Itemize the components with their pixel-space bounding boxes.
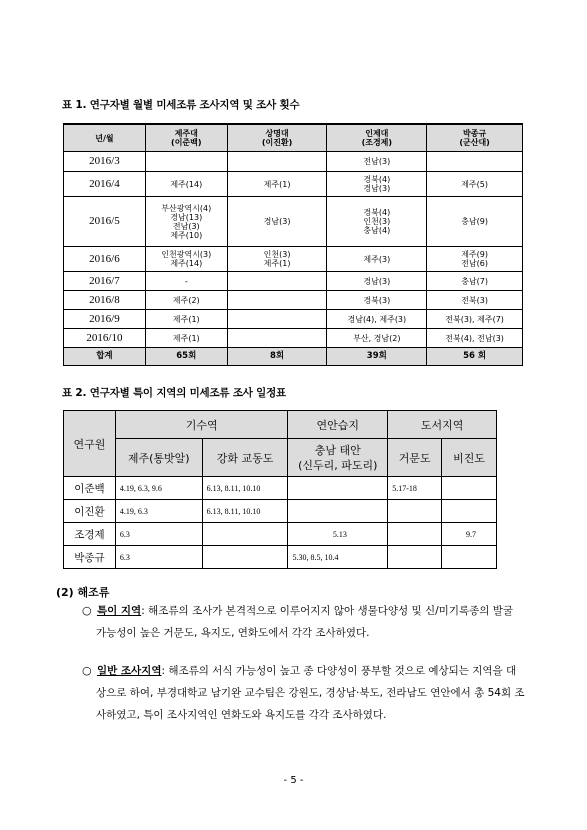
table1-month-cell: 2016/3: [64, 152, 146, 172]
table2-cell: 4.19, 6.3, 9.6: [115, 477, 202, 500]
table1-header-cell: 제주대 (이준백): [145, 124, 227, 152]
table1-cell: 경남(4), 제주(3): [327, 310, 427, 329]
table2-cell: 6.3: [115, 546, 202, 569]
table1-cell: 경북(4) 인천(3) 충남(4): [327, 197, 427, 247]
table2-sub-header-row: [64, 439, 497, 477]
table2-cell: 6.3: [115, 523, 202, 546]
table1-header-cell: 박종규 (군산대): [427, 124, 523, 152]
table1-cell: [227, 310, 327, 329]
table1-cell: 제주(3): [327, 247, 427, 272]
table1-header-cell: 상명대 (이진환): [227, 124, 327, 152]
table2-cell: [388, 523, 442, 546]
table1-cell: 제주(9) 전남(6): [427, 247, 523, 272]
table2-researcher-cell: 이준백: [64, 477, 116, 500]
label-special-area: 특이 지역: [96, 605, 142, 617]
paragraph-general-area: [82, 660, 526, 726]
table1-cell: 경북(4) 경남(3): [327, 172, 427, 197]
table1-cell: 전북(4), 전남(3): [427, 329, 523, 348]
table2-cell: [442, 546, 497, 569]
table2-cell: [388, 546, 442, 569]
table2-group-header: 도서지역: [388, 411, 497, 439]
table2-cell: [288, 477, 388, 500]
table2-sub-header: 비진도: [442, 439, 497, 477]
table2-row: [64, 546, 497, 569]
table1-total-cell: 8회: [227, 348, 327, 366]
table1-cell: 경북(3): [327, 291, 427, 310]
table1-header-cell: 인제대 (조경제): [327, 124, 427, 152]
table1-row: [64, 310, 523, 329]
table2-researcher-cell: 박종규: [64, 546, 116, 569]
table2-group-header: 연안습지: [288, 411, 388, 439]
bullet-circle-icon: ○: [82, 664, 92, 677]
table1-cell: [227, 152, 327, 172]
table2: [63, 410, 497, 569]
table1-cell: 인천광역시(3) 제주(14): [145, 247, 227, 272]
table1-cell: 전북(3): [427, 291, 523, 310]
table1-cell: 제주(2): [145, 291, 227, 310]
table2-cell: [442, 477, 497, 500]
table1-row: [64, 152, 523, 172]
table1-cell: 제주(1): [145, 329, 227, 348]
table1-total-cell: 합계: [64, 348, 146, 366]
table1-cell: 제주(5): [427, 172, 523, 197]
table2-cell: 9.7: [442, 523, 497, 546]
table1-cell: [227, 329, 327, 348]
table1-cell: 부산, 경남(2): [327, 329, 427, 348]
table1-caption: 표 1. 연구자별 월별 미세조류 조사지역 및 조사 횟수: [62, 99, 300, 111]
text-general-area: : 해조류의 서식 가능성이 높고 종 다양성이 풍부할 것으로 예상되는 지역을 대상으로 하여, 부경대학교 남기완 교수팀은 강원도, 경상남·북도, 전라남도 연안에서 총 54회 조사하였고, 특이 조사지역인 연화도와 욕지도를 각각 조사하였다.: [96, 665, 525, 721]
table1-cell: [227, 272, 327, 291]
table1-month-cell: 2016/4: [64, 172, 146, 197]
paragraph-special-area: [82, 600, 526, 644]
table2-row: [64, 477, 497, 500]
table2-researcher-cell: 이진환: [64, 500, 116, 523]
table2-row: [64, 500, 497, 523]
table2-group-header-row: [64, 411, 497, 439]
table1-month-cell: 2016/8: [64, 291, 146, 310]
bullet-circle-icon: ○: [82, 604, 92, 617]
table1-cell: -: [145, 272, 227, 291]
table1-cell: 전남(3): [327, 152, 427, 172]
table1-row: [64, 329, 523, 348]
table1-cell: 인천(3) 제주(1): [227, 247, 327, 272]
table1-row: [64, 291, 523, 310]
table1-cell: 제주(14): [145, 172, 227, 197]
table1-month-cell: 2016/9: [64, 310, 146, 329]
table2-cell: 5.17-18: [388, 477, 442, 500]
table2-group-header: 기수역: [115, 411, 288, 439]
table2-cell: [442, 500, 497, 523]
table1-cell: 충남(9): [427, 197, 523, 247]
table2-cell: 4.19, 6.3: [115, 500, 202, 523]
section-title: (2) 해조류: [56, 586, 110, 599]
table2-cell: 6.13, 8.11, 10.10: [202, 477, 288, 500]
table1-cell: [145, 152, 227, 172]
table2-caption: 표 2. 연구자별 특이 지역의 미세조류 조사 일정표: [62, 387, 286, 399]
table2-researcher-header: 연구원: [64, 411, 116, 477]
table2-cell: 5.13: [288, 523, 388, 546]
table1-row: [64, 197, 523, 247]
table1-total-row: [64, 348, 523, 366]
text-special-area: : 해조류의 조사가 본격적으로 이루어지지 않아 생물다양성 및 신/미기록종의 발굴 가능성이 높은 거문도, 욕지도, 연화도에서 각각 조사하였다.: [96, 605, 514, 639]
table2-sub-header: 제주(통밧알): [115, 439, 202, 477]
table1-month-cell: 2016/7: [64, 272, 146, 291]
table2-cell: [202, 523, 288, 546]
table1-header-row: [64, 124, 523, 152]
table2-sub-header: 강화 교동도: [202, 439, 288, 477]
table2-cell: [202, 546, 288, 569]
table1-month-cell: 2016/5: [64, 197, 146, 247]
table2-researcher-cell: 조경제: [64, 523, 116, 546]
table1-row: [64, 247, 523, 272]
table1-cell: [427, 152, 523, 172]
table1-cell: 경남(3): [327, 272, 427, 291]
table1-cell: 충남(7): [427, 272, 523, 291]
table1-cell: 제주(1): [227, 172, 327, 197]
table1-total-cell: 65회: [145, 348, 227, 366]
label-general-area: 일반 조사지역: [96, 665, 162, 677]
table1-cell: 전북(3), 제주(7): [427, 310, 523, 329]
table1-month-cell: 2016/10: [64, 329, 146, 348]
table1: [63, 123, 523, 366]
table2-sub-header: 거문도: [388, 439, 442, 477]
table2-cell: 5.30, 8.5, 10.4: [288, 546, 388, 569]
table1-cell: 부산광역시(4) 경남(13) 전남(3) 제주(10): [145, 197, 227, 247]
table2-cell: [288, 500, 388, 523]
page-number: - 5 -: [283, 775, 304, 786]
table1-total-cell: 39회: [327, 348, 427, 366]
table2-sub-header: 충남 태안 (신두리, 파도리): [288, 439, 388, 477]
table1-row: [64, 172, 523, 197]
table1-cell: 경남(3): [227, 197, 327, 247]
table1-month-cell: 2016/6: [64, 247, 146, 272]
table1-cell: [227, 291, 327, 310]
table2-cell: 6.13, 8.11, 10.10: [202, 500, 288, 523]
table2-row: [64, 523, 497, 546]
table1-cell: 제주(1): [145, 310, 227, 329]
table1-total-cell: 56 회: [427, 348, 523, 366]
table2-cell: [388, 500, 442, 523]
table1-header-cell: 년/월: [64, 124, 146, 152]
table1-row: [64, 272, 523, 291]
